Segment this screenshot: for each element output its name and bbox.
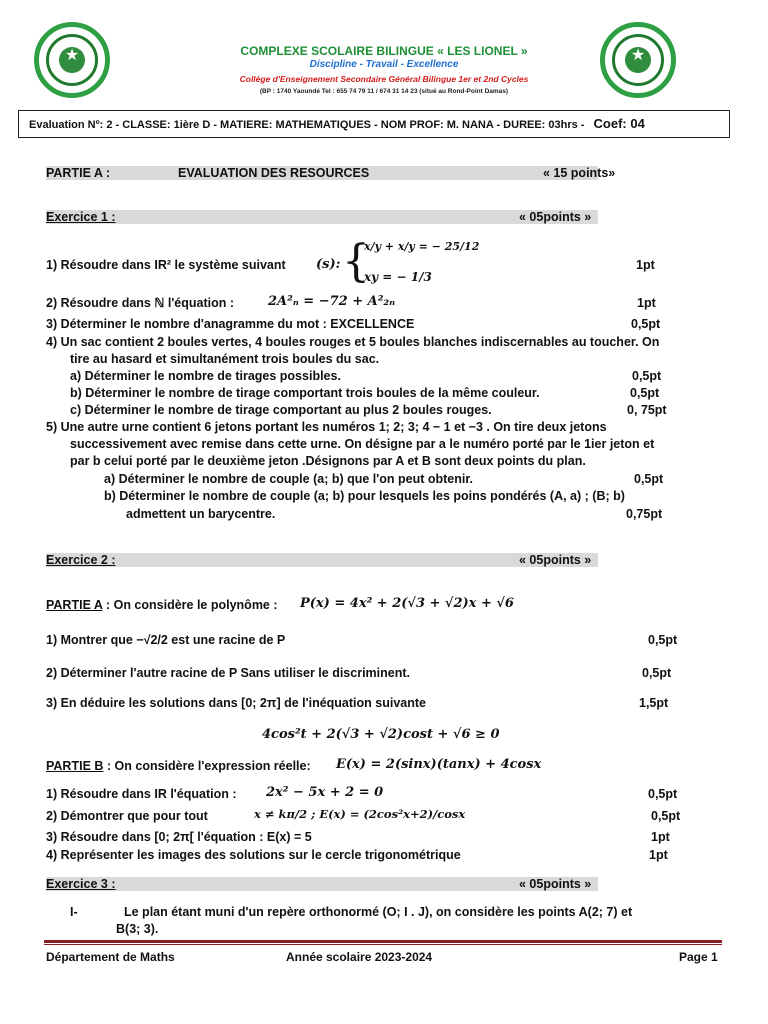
ex3-part-i-line2: B(3; 3). bbox=[116, 922, 159, 936]
ex2-partie-b-line bbox=[46, 759, 311, 774]
ex1-q5-line3: par b celui porté par le deuxième jeton .Désignons par A et B sont deux points du plan. bbox=[70, 454, 586, 468]
ex2-b1-equation: 2x² − 5x + 2 = 0 bbox=[266, 785, 384, 800]
exam-info-box bbox=[18, 110, 730, 138]
ex2-partie-a-line bbox=[46, 598, 278, 613]
school-logo-right-icon: ★ bbox=[600, 22, 676, 98]
ex2-q3-points: 1,5pt bbox=[639, 696, 669, 710]
ex2-inequation: 4cos²t + 2(√3 + √2)cost + √6 ≥ 0 bbox=[262, 727, 500, 742]
ex2-q1: 1) Montrer que −√2/2 est une racine de P bbox=[46, 633, 286, 647]
ex3-title: Exercice 3 : bbox=[46, 877, 116, 891]
footer-rule-thick bbox=[44, 940, 722, 943]
ex2-b2-points: 0,5pt bbox=[651, 809, 681, 823]
ex2-partie-b-text: : On considère l'expression réelle: bbox=[103, 759, 311, 773]
ex1-q2: 2) Résoudre dans ℕ l'équation : bbox=[46, 296, 235, 310]
ex3-part-i-label: I- bbox=[70, 905, 78, 919]
ex1-q4a-points: 0,5pt bbox=[632, 369, 662, 383]
college-name: Collège d'Enseignement Secondaire Général Bilingue 1er et 2nd Cycles bbox=[239, 74, 529, 84]
ex1-q1: 1) Résoudre dans IR² le système suivant bbox=[46, 258, 286, 272]
ex2-q2: 2) Déterminer l'autre racine de P Sans utiliser le discriminent. bbox=[46, 666, 410, 680]
ex1-q1-points: 1pt bbox=[636, 258, 655, 272]
exam-coef: Coef: 04 bbox=[593, 116, 645, 131]
ex3-points: « 05points » bbox=[519, 877, 592, 891]
ex2-b2-equation: x ≠ kπ/2 ; E(x) = (2cos²x+2)/cosx bbox=[254, 807, 466, 821]
footer-rule-thin bbox=[44, 944, 722, 945]
ex2-b3: 3) Résoudre dans [0; 2π[ l'équation : E(x) = 5 bbox=[46, 830, 312, 844]
school-motto: Discipline - Travail - Excellence bbox=[309, 59, 459, 70]
ex1-q1-eq1: x/y + x/y = − 25/12 bbox=[364, 240, 480, 253]
ex2-q3: 3) En déduire les solutions dans [0; 2π] de l'inéquation suivante bbox=[46, 696, 426, 710]
partie-a-points: « 15 points» bbox=[543, 166, 616, 180]
ex1-system-brace: { bbox=[342, 236, 370, 287]
ex1-q1-eq2: xy = − 1/3 bbox=[364, 270, 432, 284]
ex1-q5b-points: 0,75pt bbox=[626, 507, 663, 521]
ex2-partie-b-label: PARTIE B bbox=[46, 759, 104, 773]
partie-a-title: EVALUATION DES RESOURCES bbox=[178, 166, 370, 180]
ex1-title: Exercice 1 : bbox=[46, 210, 116, 224]
footer-school-year: Année scolaire 2023-2024 bbox=[286, 950, 433, 964]
ex1-bar bbox=[46, 210, 598, 224]
ex1-q3-points: 0,5pt bbox=[631, 317, 661, 331]
ex1-q3: 3) Déterminer le nombre d'anagramme du mot : EXCELLENCE bbox=[46, 317, 415, 331]
ex1-q5-line1: 5) Une autre urne contient 6 jetons portant les numéros 1; 2; 3; 4 − 1 et −3 . On tire deux jetons bbox=[46, 420, 607, 434]
ex2-q1-points: 0,5pt bbox=[648, 633, 678, 647]
exam-info: Evaluation Nº: 2 - CLASSE: 1ière D - MATIERE: MATHEMATIQUES - NOM PROF: M. NANA - DUREE: 03hrs - bbox=[29, 119, 585, 131]
ex3-bar bbox=[46, 877, 598, 891]
ex2-b1: 1) Résoudre dans IR l'équation : bbox=[46, 787, 237, 801]
ex3-part-i-line1: Le plan étant muni d'un repère orthonormé (O; I . J), on considère les points A(2; 7) et bbox=[124, 905, 633, 919]
ex1-q5b-line2: admettent un barycentre. bbox=[126, 507, 276, 521]
ex1-q4c-points: 0, 75pt bbox=[627, 403, 667, 417]
ex1-q5a-points: 0,5pt bbox=[634, 472, 664, 486]
ex2-partie-a-text: : On considère le polynôme : bbox=[102, 598, 278, 612]
ex2-points: « 05points » bbox=[519, 553, 592, 567]
ex1-q4b: b) Déterminer le nombre de tirage comportant trois boules de la même couleur. bbox=[70, 386, 540, 400]
ex2-b2: 2) Démontrer que pour tout bbox=[46, 809, 208, 823]
ex2-q2-points: 0,5pt bbox=[642, 666, 672, 680]
ex2-b3-points: 1pt bbox=[651, 830, 670, 844]
ex2-partie-a-label: PARTIE A bbox=[46, 598, 103, 612]
ex1-q4a: a) Déterminer le nombre de tirages possibles. bbox=[70, 369, 341, 383]
ex1-q5b-line1: b) Déterminer le nombre de couple (a; b) pour lesquels les poins pondérés (A, a) ; (B; b) bbox=[104, 489, 625, 503]
ex1-q4-line1: 4) Un sac contient 2 boules vertes, 4 boules rouges et 5 boules blanches indiscernables au toucher. On bbox=[46, 335, 660, 349]
ex2-title: Exercice 2 : bbox=[46, 553, 116, 567]
ex1-q2-equation: 2A²ₙ = −72 + A²₂ₙ bbox=[268, 294, 396, 309]
ex1-q4-line2: tire au hasard et simultanément trois boules du sac. bbox=[70, 352, 380, 366]
school-logo-left-icon: ★ bbox=[34, 22, 110, 98]
footer-department: Département de Maths bbox=[46, 950, 175, 964]
ex2-expression: E(x) = 2(sinx)(tanx) + 4cosx bbox=[336, 757, 542, 772]
ex2-bar bbox=[46, 553, 598, 567]
ex1-q2-points: 1pt bbox=[637, 296, 656, 310]
school-name: COMPLEXE SCOLAIRE BILINGUE « LES LIONEL » bbox=[240, 44, 528, 58]
school-address: (BP : 1740 Yaoundé Tel : 655 74 79 11 / 674 31 14 23 (situé au Rond-Point Damas) bbox=[259, 88, 509, 95]
ex1-q5a: a) Déterminer le nombre de couple (a; b) que l'on peut obtenir. bbox=[104, 472, 473, 486]
ex1-q1-system-label: (s): bbox=[316, 257, 341, 272]
ex2-b4: 4) Représenter les images des solutions sur le cercle trigonométrique bbox=[46, 848, 461, 862]
ex1-q5-line2: successivement avec remise dans cette urne. On désigne par a le numéro porté par le 1ier jeton et bbox=[70, 437, 655, 451]
ex1-q4c: c) Déterminer le nombre de tirage comportant au plus 2 boules rouges. bbox=[70, 403, 492, 417]
ex2-b1-points: 0,5pt bbox=[648, 787, 678, 801]
ex1-points: « 05points » bbox=[519, 210, 592, 224]
ex2-b4-points: 1pt bbox=[649, 848, 668, 862]
footer-page-number: Page 1 bbox=[679, 950, 718, 964]
ex1-q4b-points: 0,5pt bbox=[630, 386, 660, 400]
ex2-polynomial: P(x) = 4x² + 2(√3 + √2)x + √6 bbox=[300, 596, 514, 611]
partie-a-label: PARTIE A : bbox=[46, 166, 111, 180]
